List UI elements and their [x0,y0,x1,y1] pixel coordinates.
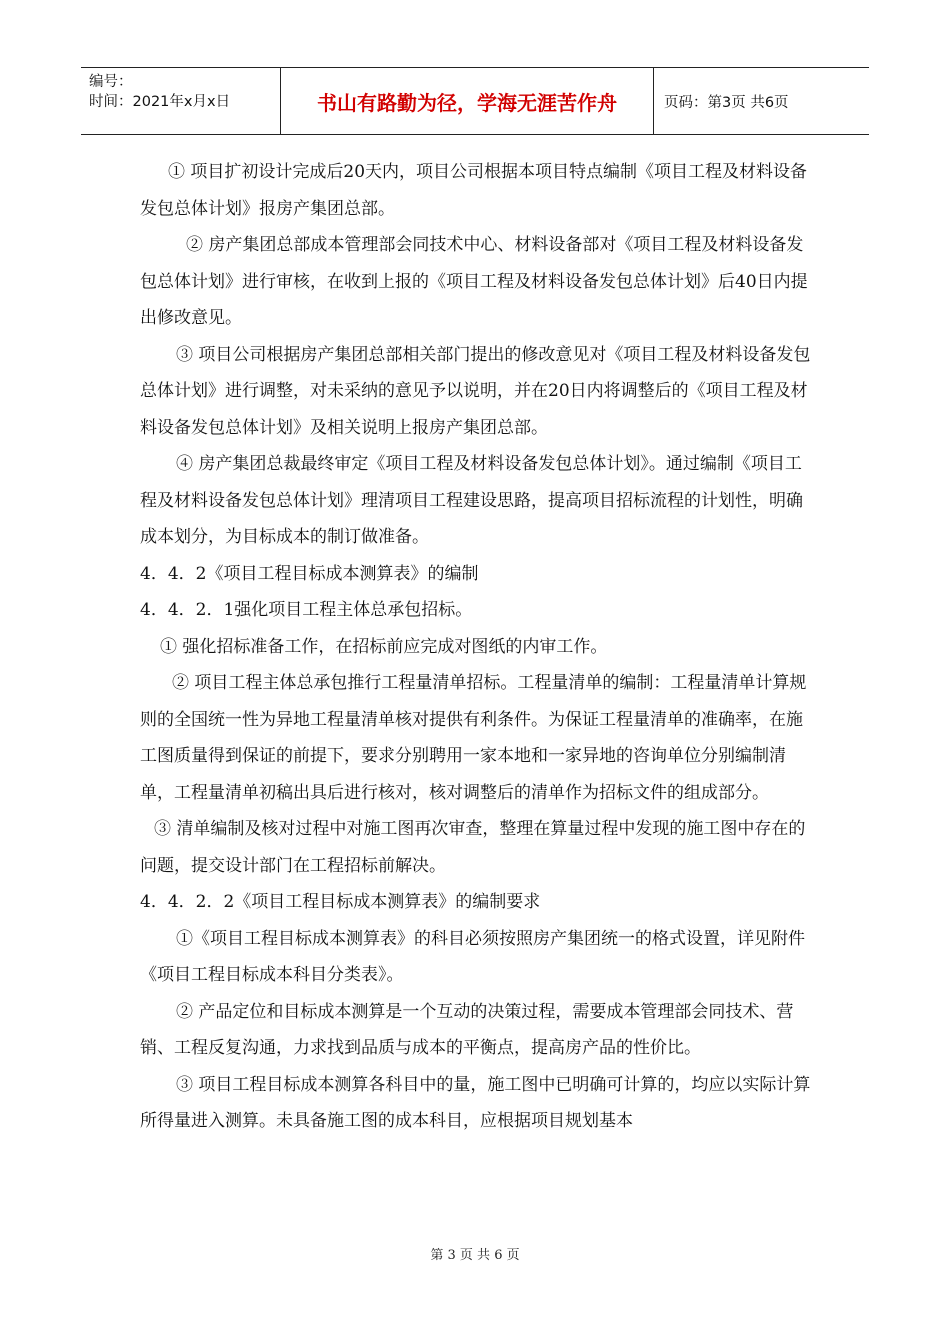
paragraph: ② 项目工程主体总承包推行工程量清单招标。工程量清单的编制：工程量清单计算规则的全国统一性为异地工程量清单核对提供有利条件。为保证工程量清单的准确率，在施工图质量得到保证的前提下，要求分别聘用一家本地和一家异地的咨询单位分别编制清单，工程量清单初稿出具后进行核对，核对调整后的清单作为招标文件的组成部分。 [140,673,807,803]
code-label: 编号： [89,74,133,90]
paragraph: ① 强化招标准备工作，在招标前应完成对图纸的内审工作。 [160,636,608,657]
paragraph: ① 项目扩初设计完成后20天内，项目公司根据本项目特点编制《项目工程及材料设备发包总体计划》报房产集团总部。 [140,162,808,219]
section-heading: 4．4．2《项目工程目标成本测算表》的编制 [140,563,479,584]
paragraph: ② 产品定位和目标成本测算是一个互动的决策过程，需要成本管理部会同技术、营销、工程反复沟通，力求找到品质与成本的平衡点，提高房产品的性价比。 [140,1001,794,1058]
paragraph: ①《项目工程目标成本测算表》的科目必须按照房产集团统一的格式设置，详见附件《项目工程目标成本科目分类表》。 [140,928,805,985]
paragraph: ② 房产集团总部成本管理部会同技术中心、材料设备部对《项目工程及材料设备发包总体计划》进行审核，在收到上报的《项目工程及材料设备发包总体计划》后40日内提出修改意见。 [140,235,808,328]
document-body [140,154,812,1140]
header-motto: 书山有路勤为径，学海无涯苦作舟 [281,68,654,134]
header-page-label: 页码：第3页 共6页 [664,94,789,111]
paragraph: ③ 清单编制及核对过程中对施工图再次审查，整理在算量过程中发现的施工图中存在的问题，提交设计部门在工程招标前解决。 [140,819,806,876]
paragraph: ③ 项目工程目标成本测算各科目中的量，施工图中已明确可计算的，均应以实际计算所得量进入测算。未具备施工图的成本科目，应根据项目规划基本 [140,1074,811,1131]
subsection-heading: 4．4．2．2《项目工程目标成本测算表》的编制要求 [140,892,541,912]
subsection-heading: 4．4．2．1强化项目工程主体总承包招标。 [140,600,473,620]
paragraph: ③ 项目公司根据房产集团总部相关部门提出的修改意见对《项目工程及材料设备发包总体计划》进行调整，对未采纳的意见予以说明，并在20日内将调整后的《项目工程及材料设备发包总体计划》及相关说明上报房产集团总部。 [140,344,811,438]
date-label: 时间：2021年x月x日 [89,94,231,110]
header-meta [81,68,281,134]
page-footer: 第 3 页 共 6 页 [430,1248,520,1263]
page-header [81,67,869,135]
paragraph: ④ 房产集团总裁最终审定《项目工程及材料设备发包总体计划》。通过编制《项目工程及材料设备发包总体计划》理清项目工程建设思路，提高项目招标流程的计划性，明确成本划分，为目标成本的制订做准备。 [140,454,803,547]
